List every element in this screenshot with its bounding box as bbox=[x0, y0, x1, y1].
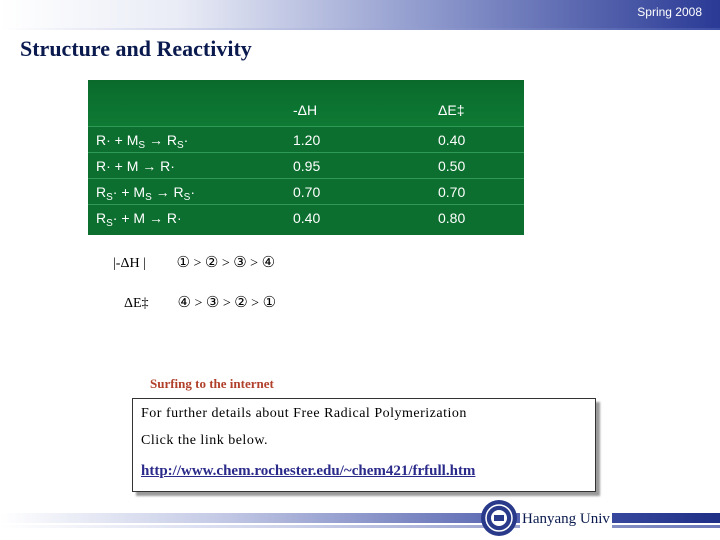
reference-link[interactable]: http://www.chem.rochester.edu/~chem421/frfull.htm bbox=[141, 463, 476, 479]
order-label: |-ΔH | bbox=[113, 256, 146, 271]
reactivity-table bbox=[88, 80, 524, 235]
enthalpy-value: 1.20 bbox=[293, 132, 321, 148]
instruction-text: Click the link below. bbox=[141, 433, 269, 448]
order-item: ④ bbox=[177, 293, 191, 311]
table-row bbox=[88, 204, 524, 230]
order-item: ③ bbox=[233, 253, 247, 271]
reaction-label: $R_S\cdot + M \to R\cdot$ bbox=[96, 210, 182, 229]
top-divider bbox=[0, 28, 720, 30]
reaction-label: $R_S\cdot + M_S \to R_S\cdot$ bbox=[96, 184, 195, 203]
table-header bbox=[88, 80, 524, 126]
activation-energy-value: 0.40 bbox=[438, 132, 466, 148]
link-box bbox=[132, 398, 596, 492]
order-item: ② bbox=[234, 293, 248, 311]
reaction-label: $R\cdot + M_S \to R_S\cdot$ bbox=[96, 132, 189, 151]
enthalpy-value: 0.95 bbox=[293, 158, 321, 174]
semester-tag: Spring 2008 bbox=[637, 5, 702, 19]
column-header-activation-energy: ΔE‡ bbox=[438, 102, 465, 118]
top-banner bbox=[0, 0, 720, 28]
university-seal-icon bbox=[480, 499, 518, 537]
order-item: ① bbox=[176, 253, 190, 271]
column-header-enthalpy: -ΔH bbox=[293, 102, 318, 118]
order-item: ③ bbox=[205, 293, 220, 311]
bottom-banner bbox=[0, 513, 720, 523]
order-item: ④ bbox=[261, 253, 276, 271]
order-item: ① bbox=[262, 293, 277, 311]
table-row bbox=[88, 152, 524, 178]
table-row bbox=[88, 178, 524, 204]
slide-title: Structure and Reactivity bbox=[20, 36, 252, 61]
activation-energy-order: ΔE‡ ④ > ③ > ② > ① bbox=[124, 293, 277, 311]
activation-energy-value: 0.50 bbox=[438, 158, 466, 174]
bottom-divider bbox=[0, 525, 720, 528]
reaction-label: R· + M → R· bbox=[96, 158, 175, 174]
enthalpy-value: 0.70 bbox=[293, 184, 321, 200]
enthalpy-value: 0.40 bbox=[293, 210, 321, 226]
internet-heading: Surfing to the internet bbox=[150, 376, 274, 391]
order-item: ② bbox=[204, 253, 219, 271]
table-row bbox=[88, 126, 524, 152]
order-label: ΔE‡ bbox=[124, 296, 149, 311]
details-text: For further details about Free Radical Polymerization bbox=[141, 406, 467, 421]
activation-energy-value: 0.70 bbox=[438, 184, 466, 200]
activation-energy-value: 0.80 bbox=[438, 210, 466, 226]
university-name: Hanyang Univ bbox=[522, 511, 610, 527]
enthalpy-order: |-ΔH | ① > ② > ③ > ④ bbox=[113, 253, 276, 271]
